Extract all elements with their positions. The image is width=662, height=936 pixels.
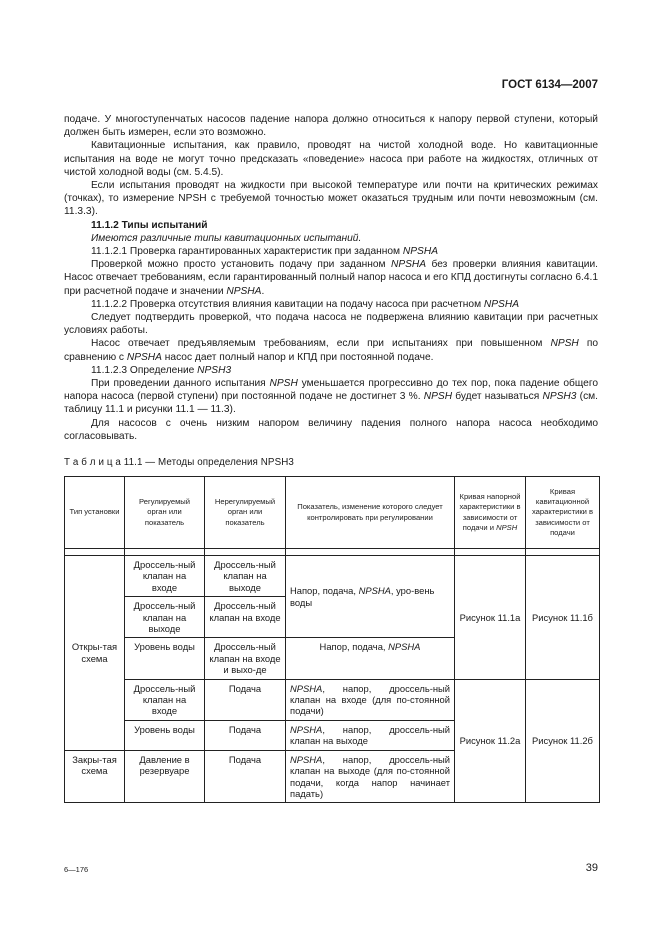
controlled-cell: Напор, подача, NPSHA <box>286 638 455 679</box>
subsection-title: 11.1.2.2 Проверка отсутствия влияния кавитации на подачу насоса при расчетном NPSHA <box>91 298 520 310</box>
regulated-cell: Уровень воды <box>125 720 205 750</box>
subsection-title: 11.1.2.1 Проверка гарантированных характеристик при заданном NPSHA <box>91 246 438 258</box>
regulated-cell: Уровень воды <box>125 638 205 679</box>
figure-ref: Рисунок 11.1а <box>455 556 526 680</box>
body-text <box>64 113 598 443</box>
non-regulated-cell: Дроссель-ный клапан на выходе <box>205 556 286 597</box>
non-regulated-cell: Дроссель-ный клапан на входе <box>205 597 286 638</box>
page-number: 39 <box>585 862 598 874</box>
print-mark: 6—176 <box>64 865 89 874</box>
methods-table <box>64 476 600 803</box>
non-regulated-cell: Дроссель-ный клапан на входе и выхо-де <box>205 638 286 679</box>
paragraph: Проверкой можно просто установить подачу при заданном NPSHA без проверки влияния кавитации. Насос отвечает требованиям, если гарантированный полный напор насоса и его КПД достигнуты согласно 6.4.1 при расчетной подаче и значении NPSHA. <box>64 259 599 297</box>
non-regulated-cell: Подача <box>205 720 286 750</box>
non-regulated-cell: Подача <box>205 750 286 803</box>
controlled-cell: NPSHA, напор, дроссель-ный клапан на выходе <box>286 720 455 750</box>
section-title: 11.1.2 Типы испытаний <box>91 219 208 231</box>
scheme-closed: Закры-тая схема <box>65 750 125 803</box>
table-header-row <box>65 477 600 549</box>
scheme-open: Откры-тая схема <box>65 556 125 751</box>
spacer-row <box>65 549 600 556</box>
table-row <box>65 556 600 597</box>
figure-ref: Рисунок 11.2б <box>526 679 600 803</box>
header-install-type: Тип установки <box>65 477 125 549</box>
regulated-cell: Давление в резервуаре <box>125 750 205 803</box>
regulated-cell: Дроссель-ный клапан на входе <box>125 556 205 597</box>
paragraph: Кавитационные испытания, как правило, проводят на чистой холодной воде. Но кавитационные испытания на воде не могут точно предсказать «поведение» насоса при работе на жидкостях, отличных от чистой холодной воды (см. 5.4.5). <box>64 140 598 178</box>
table-row <box>65 679 600 720</box>
controlled-cell: Напор, подача, NPSHA, уро-вень воды <box>286 556 455 638</box>
paragraph: Если испытания проводят на жидкости при высокой температуре или почти на критических режимах (точках), то измерение NPSH с требуемой точностью может оказаться трудным или почти невозможным (см. 11.3.3). <box>64 180 598 218</box>
header-head-curve: Кривая напорной характеристики в зависимости от подачи и NPSH <box>455 477 526 549</box>
header-cavitation-curve: Кривая кавитационной характеристики в зависимости от подачи <box>526 477 600 549</box>
controlled-cell: NPSHA, напор, дроссель-ный клапан на выходе (для по-стоянной подачи, когда напор начинает падать) <box>286 750 455 803</box>
header-non-regulated: Нерегулируемый орган или показатель <box>205 477 286 549</box>
header-regulated: Регулируемый орган или показатель <box>125 477 205 549</box>
standard-header: ГОСТ 6134—2007 <box>501 79 598 91</box>
regulated-cell: Дроссель-ный клапан на выходе <box>125 597 205 638</box>
controlled-cell: NPSHA, напор, дроссель-ный клапан на входе (для по-стоянной подачи) <box>286 679 455 720</box>
subsection-title: 11.1.2.3 Определение NPSH3 <box>91 364 232 376</box>
header-controlled: Показатель, изменение которого следует контролировать при регулировании <box>286 477 455 549</box>
paragraph: подаче. У многоступенчатых насосов падение напора должно относиться к напору первой ступени, который должен быть измерен, если это возможно. <box>64 114 598 139</box>
paragraph: Следует подтвердить проверкой, что подача насоса не подвержена влиянию кавитации при расчетных условиях работы. <box>64 312 598 337</box>
figure-ref: Рисунок 11.2а <box>455 679 526 803</box>
regulated-cell: Дроссель-ный клапан на входе <box>125 679 205 720</box>
table-caption: Т а б л и ц а 11.1 — Методы определения NPSH3 <box>64 457 294 468</box>
paragraph: При проведении данного испытания NPSH уменьшается прогрессивно до тех пор, пока падение общего напора насоса (первой ступени) при постоянной подаче не достигнет 3 %. NPSH будет называться NPSH3 (см. таблицу 11.1 и рисунки 11.1 — 11.3). <box>64 378 598 416</box>
non-regulated-cell: Подача <box>205 679 286 720</box>
paragraph: Насос отвечает предъявляемым требованиям, если при испытаниях при повышенном NPSH по сравнению с NPSHA насос дает полный напор и КПД при постоянной подаче. <box>64 338 598 363</box>
figure-ref: Рисунок 11.1б <box>526 556 600 680</box>
section-subtitle: Имеются различные типы кавитационных испытаний. <box>91 232 362 244</box>
paragraph: Для насосов с очень низким напором величину падения полного напора насоса необходимо согласовывать. <box>64 417 598 442</box>
